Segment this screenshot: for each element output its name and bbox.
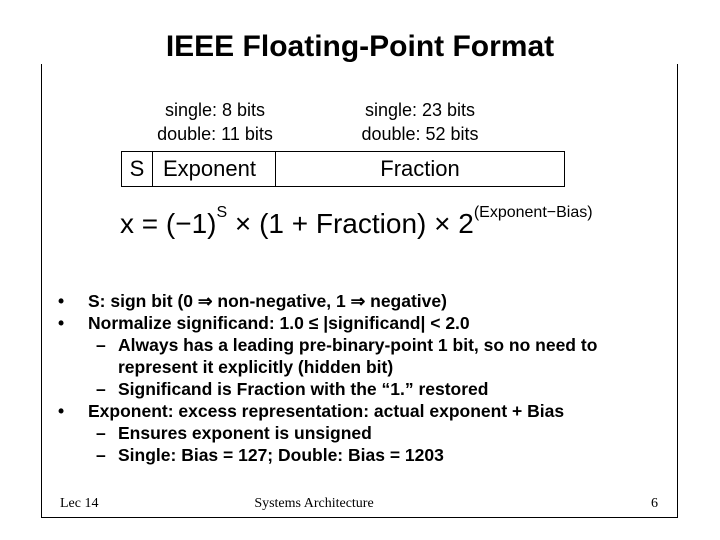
exponent-field: Exponent xyxy=(152,151,276,187)
fraction-single-label: single: 23 bits xyxy=(364,100,476,120)
bullet-dot: • xyxy=(58,313,65,333)
bullet-list xyxy=(58,290,678,466)
bullet-item: • Normalize significand: 1.0 ≤ |significand| < 2.0 xyxy=(58,313,470,333)
bullet-dot: • xyxy=(58,401,65,421)
exponent-size-labels xyxy=(140,98,290,146)
footer-lecture: Lec 14 xyxy=(60,496,99,511)
exponent-single-label: single: 8 bits xyxy=(164,100,266,120)
exponent-double-label: double: 11 bits xyxy=(157,124,273,144)
fraction-double-label: double: 52 bits xyxy=(361,124,479,144)
formula-power: (Exponent−Bias) xyxy=(473,203,593,221)
sign-field: S xyxy=(121,151,153,187)
fraction-field: Fraction xyxy=(275,151,565,187)
sub-bullet-dash: – xyxy=(96,379,106,399)
sub-bullet-dash: – xyxy=(96,335,106,355)
bullet-item: • S: sign bit (0 ⇒ non-negative, 1 ⇒ negative) xyxy=(58,291,447,311)
footer-page-number: 6 xyxy=(651,496,658,511)
bullet-item: • Exponent: excess representation: actual exponent + Bias xyxy=(58,401,565,421)
float-formula xyxy=(120,203,593,240)
sub-bullet-item: – Always has a leading pre-binary-point 1 bit, so no need to represent it explicitly (hidden bit) xyxy=(96,335,598,377)
sub-bullet-dash: – xyxy=(96,423,106,443)
sub-bullet-item: – Ensures exponent is unsigned xyxy=(96,423,372,443)
slide-title: IEEE Floating-Point Format xyxy=(0,30,720,64)
sub-bullet-item: – Single: Bias = 127; Double: Bias = 1203 xyxy=(96,445,444,465)
footer-course: Systems Architecture xyxy=(254,496,374,511)
sub-bullet-dash: – xyxy=(96,445,106,465)
formula-sign-exponent: S xyxy=(216,203,228,221)
formula-middle: × (1 + Fraction) × 2 xyxy=(227,208,474,239)
fraction-size-labels xyxy=(345,98,495,146)
bullet-dot: • xyxy=(58,291,65,311)
formula-lhs: x = (−1) xyxy=(120,208,217,239)
sub-bullet-item: – Significand is Fraction with the “1.” restored xyxy=(96,379,489,399)
